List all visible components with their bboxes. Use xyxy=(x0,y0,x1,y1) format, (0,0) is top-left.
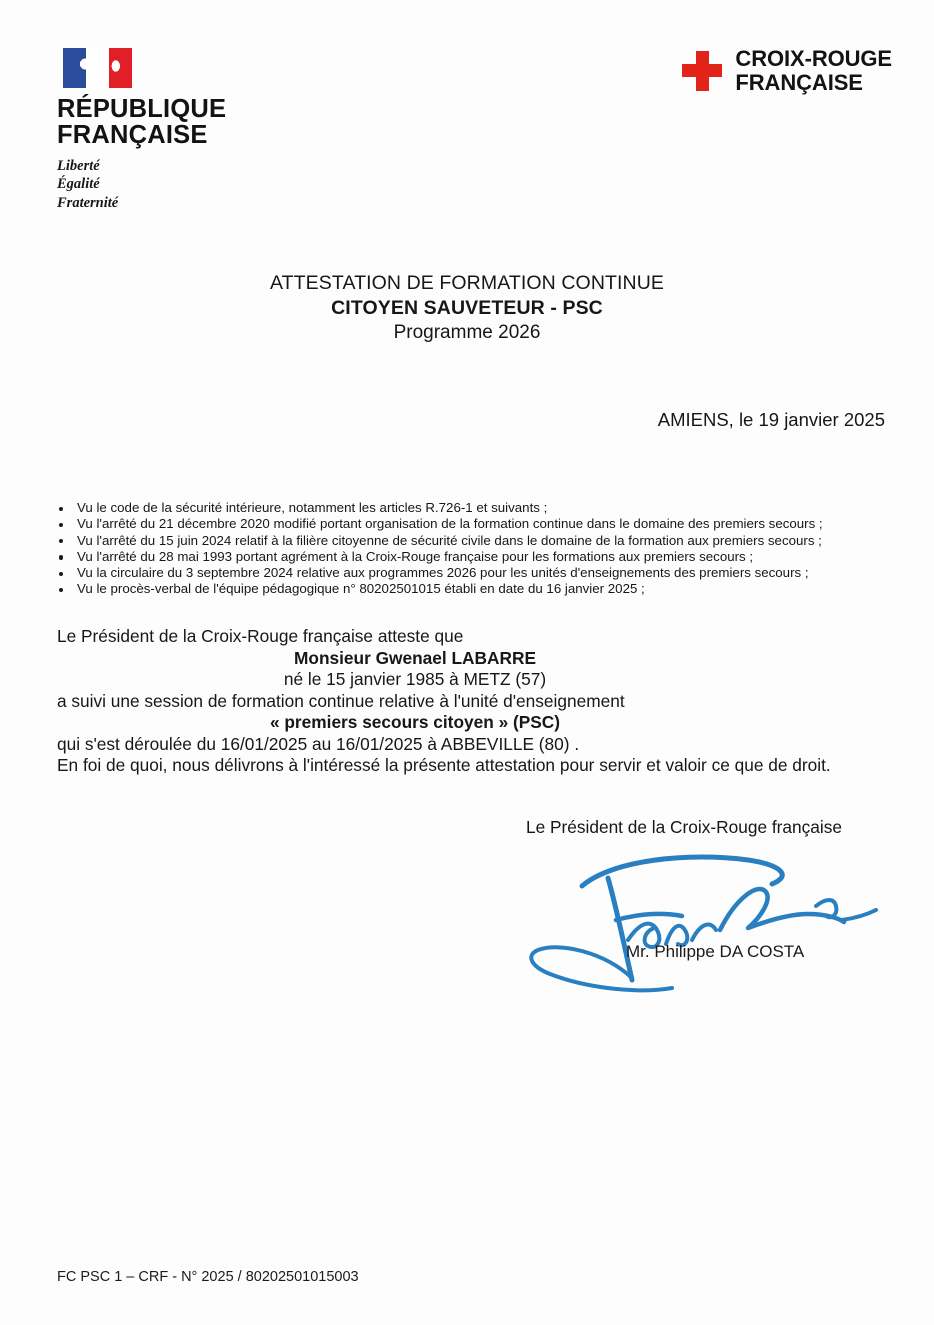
crf-name-line1: CROIX-ROUGE xyxy=(735,46,892,71)
handwritten-signature xyxy=(520,848,890,998)
title-citoyen-sauveteur: CITOYEN SAUVETEUR - PSC xyxy=(331,297,603,319)
crf-name-line2: FRANÇAISE xyxy=(735,69,863,95)
document-title xyxy=(0,272,934,344)
republique-francaise-name xyxy=(57,95,227,149)
list-item: Vu l'arrêté du 21 décembre 2020 modifié portant organisation de la formation continue dans le domaine des premiers secours ; xyxy=(57,516,823,532)
training-unit-name: « premiers secours citoyen » (PSC) xyxy=(269,712,561,732)
title-programme: Programme 2026 xyxy=(393,322,541,343)
motto-fraternite: Fraternité xyxy=(57,194,119,211)
title-attestation: ATTESTATION DE FORMATION CONTINUE xyxy=(269,272,664,294)
list-item: Vu l'arrêté du 28 mai 1993 portant agrément à la Croix-Rouge française pour les formations aux premiers secours ; xyxy=(57,549,823,565)
flag-band-red xyxy=(109,48,132,88)
list-item: Vu le procès-verbal de l'équipe pédagogique n° 80202501015 établi en date du 16 janvier 2025 ; xyxy=(57,581,823,597)
motto-egalite: Égalité xyxy=(57,176,100,193)
document-reference: FC PSC 1 – CRF - N° 2025 / 80202501015003 xyxy=(57,1269,359,1285)
closing-statement: En foi de quoi, nous délivrons à l'intéressé la présente attestation pour servir et valoir ce que de droit. xyxy=(57,755,831,775)
flag-band-white xyxy=(86,48,109,88)
signatory-title: Le Président de la Croix-Rouge française xyxy=(525,817,842,837)
list-item: Vu le code de la sécurité intérieure, notamment les articles R.726-1 et suivants ; xyxy=(57,500,823,516)
signatory-name: Mr. Philippe DA COSTA xyxy=(626,942,805,961)
republique-francaise-logo xyxy=(57,48,227,212)
red-cross-icon xyxy=(682,51,722,91)
list-item: Vu l'arrêté du 15 juin 2024 relatif à la filière citoyenne de sécurité civile dans le domaine de la formation aux premiers secours ; xyxy=(57,533,823,549)
attests-statement: Le Président de la Croix-Rouge française atteste que xyxy=(57,626,464,646)
place-and-date: AMIENS, le 19 janvier 2025 xyxy=(657,409,885,430)
session-dates-location: qui s'est déroulée du 16/01/2025 au 16/01/2025 à ABBEVILLE (80) . xyxy=(57,733,580,754)
rf-name-line2: FRANÇAISE xyxy=(57,121,208,149)
republique-motto xyxy=(57,157,217,212)
rf-name-line1: RÉPUBLIQUE xyxy=(57,95,227,123)
attestation-body xyxy=(57,626,773,755)
legal-references-list xyxy=(57,500,823,598)
motto-liberte: Liberté xyxy=(57,158,100,174)
training-intro: a suivi une session de formation continue relative à l'unité d'enseignement xyxy=(57,690,625,711)
croix-rouge-francaise-logo xyxy=(682,47,892,95)
recipient-name: Monsieur Gwenael LABARRE xyxy=(294,647,536,668)
list-item: Vu la circulaire du 3 septembre 2024 relative aux programmes 2026 pour les unités d'enseignements des premiers secours ; xyxy=(57,565,823,581)
french-flag-icon xyxy=(63,48,132,88)
recipient-birth-details: né le 15 janvier 1985 à METZ (57) xyxy=(283,669,547,689)
croix-rouge-name xyxy=(735,47,892,95)
